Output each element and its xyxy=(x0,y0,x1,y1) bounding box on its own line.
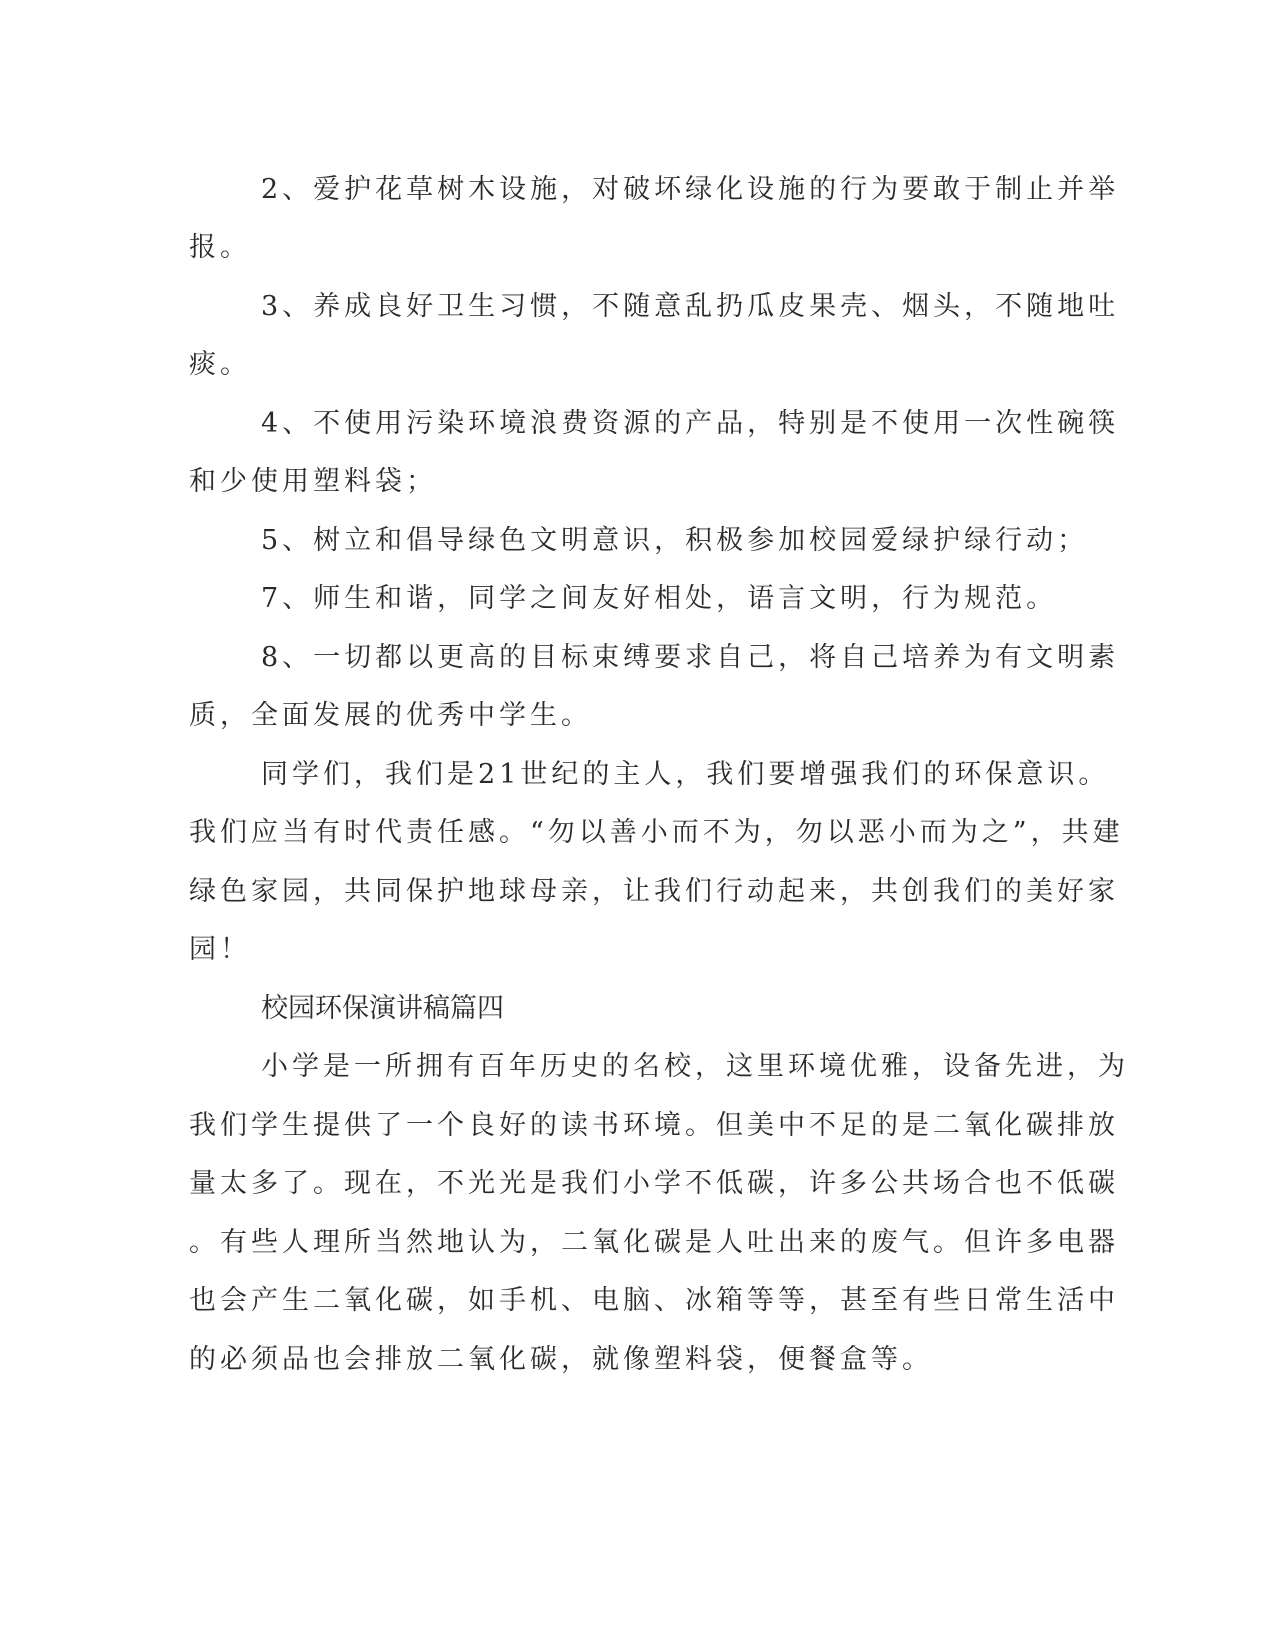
paragraph-school-line-3: 量太多了。现在，不光光是我们小学不低碳，许多公共场合也不低碳 xyxy=(189,1168,1119,1199)
paragraph-appeal-line-4: 园！ xyxy=(189,934,251,965)
paragraph-item-5: 5、树立和倡导绿色文明意识，积极参加校园爱绿护绿行动； xyxy=(261,525,1089,556)
paragraph-item-2-line-1: 2、爱护花草树木设施，对破坏绿化设施的行为要敢于制止并举 xyxy=(261,174,1120,205)
paragraph-item-8-line-1: 8、一切都以更高的目标束缚要求自己，将自己培养为有文明素 xyxy=(261,642,1120,673)
paragraph-school-line-5: 也会产生二氧化碳，如手机、电脑、冰箱等等，甚至有些日常生活中 xyxy=(189,1285,1119,1316)
paragraph-item-3-line-2: 痰。 xyxy=(189,349,251,380)
paragraph-item-4-line-1: 4、不使用污染环境浪费资源的产品，特别是不使用一次性碗筷 xyxy=(261,408,1120,439)
paragraph-item-7: 7、师生和谐，同学之间友好相处，语言文明，行为规范。 xyxy=(261,583,1058,614)
paragraph-school-line-4: 。有些人理所当然地认为，二氧化碳是人吐出来的废气。但许多电器 xyxy=(189,1227,1119,1258)
section-heading: 校园环保演讲稿篇四 xyxy=(261,993,504,1024)
paragraph-appeal-line-1: 同学们，我们是21世纪的主人，我们要增强我们的环保意识。 xyxy=(261,759,1110,790)
paragraph-item-8-line-2: 质，全面发展的优秀中学生。 xyxy=(189,700,592,731)
paragraph-appeal-line-2: 我们应当有时代责任感。“勿以善小而不为，勿以恶小而为之”，共建 xyxy=(189,817,1124,848)
paragraph-item-2-line-2: 报。 xyxy=(189,232,251,263)
paragraph-school-line-1: 小学是一所拥有百年历史的名校，这里环境优雅，设备先进，为 xyxy=(261,1051,1129,1082)
paragraph-school-line-6: 的必须品也会排放二氧化碳，就像塑料袋，便餐盒等。 xyxy=(189,1344,933,1375)
paragraph-item-4-line-2: 和少使用塑料袋； xyxy=(189,466,437,497)
paragraph-appeal-line-3: 绿色家园，共同保护地球母亲，让我们行动起来，共创我们的美好家 xyxy=(189,876,1119,907)
paragraph-school-line-2: 我们学生提供了一个良好的读书环境。但美中不足的是二氧化碳排放 xyxy=(189,1110,1119,1141)
paragraph-item-3-line-1: 3、养成良好卫生习惯，不随意乱扔瓜皮果壳、烟头，不随地吐 xyxy=(261,291,1120,322)
